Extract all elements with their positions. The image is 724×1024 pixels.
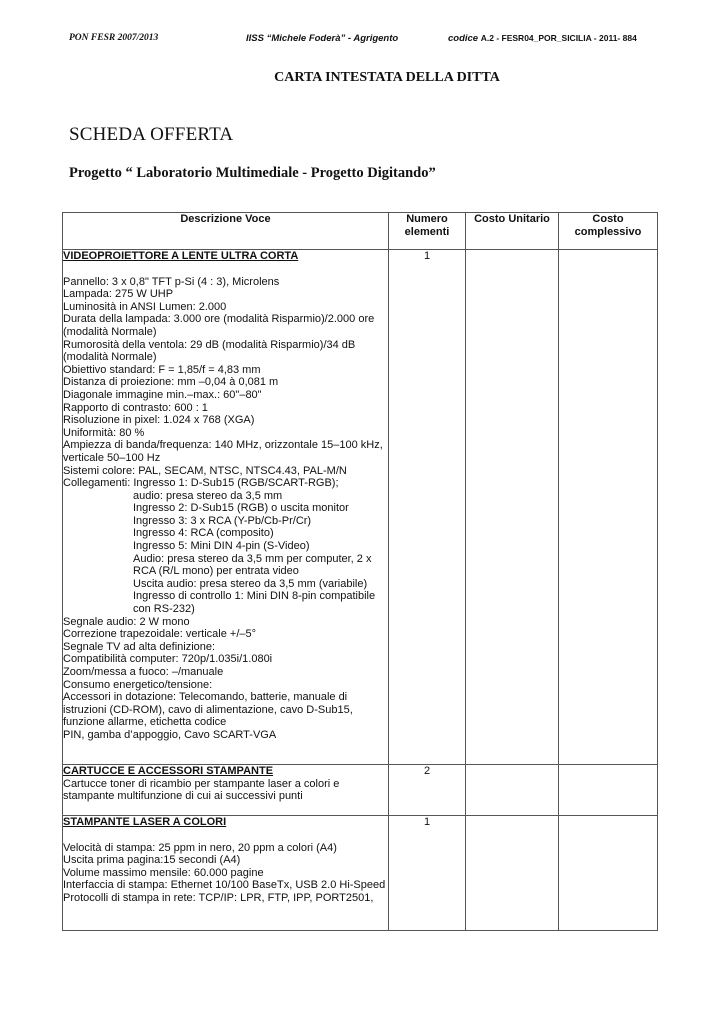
connection-line: Ingresso 2: D-Sub15 (RGB) o uscita monitor [133, 502, 349, 515]
spec-line: PIN, gamba d’appoggio, Cavo SCART-VGA [63, 728, 277, 741]
spec-line: Accessori in dotazione: Telecomando, batterie, manuale di istruzioni (CD-ROM), cavo di alimentazione, cavo D-Sub15, funzione allarme, etichetta codice [63, 691, 353, 729]
project-title: Progetto “ Laboratorio Multimediale - Progetto Digitando” [69, 165, 436, 181]
header-unit-cost: Costo Unitario [466, 213, 559, 250]
spec-line: Lampada: 275 W UHP [63, 288, 174, 301]
header-school: IISS “Michele Foderà” - Agrigento [246, 33, 399, 44]
connection-line: Ingresso 5: Mini DIN 4-pin (S-Video) [133, 540, 310, 553]
item-description [63, 250, 389, 765]
connection-line: Ingresso 4: RCA (composito) [133, 527, 274, 540]
spec-line: Consumo energetico/tensione: [63, 678, 213, 691]
item-description [63, 765, 389, 816]
page-title: SCHEDA OFFERTA [69, 124, 234, 145]
item-title: STAMPANTE LASER A COLORI [63, 816, 227, 828]
letterhead: CARTA INTESTATA DELLA DITTA [274, 70, 500, 85]
offer-table [62, 212, 658, 931]
spec-line: Uniformità: 80 % [63, 426, 145, 439]
header-description: Descrizione Voce [63, 213, 389, 250]
spec-line: Diagonale immagine min.–max.: 60"–80" [63, 388, 262, 401]
connection-line: audio: presa stereo da 3,5 mm [133, 489, 283, 502]
unit-cost-cell[interactable] [466, 250, 559, 765]
spec-line: Uscita prima pagina:15 secondi (A4) [63, 854, 241, 867]
header-number: Numero elementi [389, 213, 466, 250]
total-cost-cell[interactable] [559, 250, 658, 765]
spec-line: Risoluzione in pixel: 1.024 x 768 (XGA) [63, 414, 255, 427]
header-program: PON FESR 2007/2013 [69, 33, 159, 43]
spec-line: Sistemi colore: PAL, SECAM, NTSC, NTSC4.43, PAL-M/N [63, 464, 347, 477]
spec-line: Rumorosità della ventola: 29 dB (modalità Risparmio)/34 dB (modalità Normale) [63, 338, 356, 364]
spec-line: Distanza di proiezione: mm –0,04 à 0,081 m [63, 376, 279, 389]
item-quantity: 1 [389, 816, 466, 931]
header-code-value: A.2 - FESR04_POR_SICILIA - 2011- 884 [480, 33, 637, 43]
spec-line: Zoom/messa a fuoco: –/manuale [63, 666, 224, 678]
header-total-cost: Costo complessivo [559, 213, 658, 250]
spec-line: Rapporto di contrasto: 600 : 1 [63, 401, 208, 414]
spec-line: Cartucce toner di ricambio per stampante laser a colori e stampante multifunzione di cui ai successivi punti [63, 777, 340, 803]
item-quantity: 2 [389, 765, 466, 816]
spec-line: Pannello: 3 x 0,8" TFT p-Si (4 : 3), Microlens [63, 275, 280, 288]
header-code [448, 33, 637, 44]
item-title: VIDEOPROIETTORE A LENTE ULTRA CORTA [63, 250, 299, 262]
spec-line: Volume massimo mensile: 60.000 pagine [63, 866, 264, 879]
spec-line: Segnale audio: 2 W mono [63, 615, 190, 628]
total-cost-cell[interactable] [559, 765, 658, 816]
spec-line: Correzione trapezoidale: verticale +/–5° [63, 628, 257, 641]
connection-line: Ingresso 3: 3 x RCA (Y-Pb/Cb-Pr/Cr) [133, 514, 312, 527]
unit-cost-cell[interactable] [466, 765, 559, 816]
table-row [63, 816, 658, 931]
connection-line: Ingresso di controllo 1: Mini DIN 8-pin compatibile con RS-232) [133, 590, 376, 616]
spec-line: Compatibilità computer: 720p/1.035i/1.080i [63, 653, 273, 666]
spec-line: Obiettivo standard: F = 1,85/f = 4,83 mm [63, 363, 261, 376]
spec-line: Interfaccia di stampa: Ethernet 10/100 BaseTx, USB 2.0 Hi-Speed [63, 879, 386, 892]
spec-line: Collegamenti: Ingresso 1: D-Sub15 (RGB/SCART-RGB); [63, 477, 339, 490]
unit-cost-cell[interactable] [466, 816, 559, 931]
spec-line: Protocolli di stampa in rete: TCP/IP: LPR, FTP, IPP, PORT2501, [63, 891, 374, 904]
spec-line: Luminosità in ANSI Lumen: 2.000 [63, 300, 227, 313]
connection-line: Audio: presa stereo da 3,5 mm per computer, 2 x RCA (R/L mono) per entrata video [133, 552, 372, 578]
table-row [63, 765, 658, 816]
table-row [63, 250, 658, 765]
item-quantity: 1 [389, 250, 466, 765]
table-header-row [63, 213, 658, 250]
spec-line: Segnale TV ad alta definizione: [63, 640, 216, 653]
connection-line: Uscita audio: presa stereo da 3,5 mm (variabile) [133, 577, 368, 590]
header-code-label: codice [448, 33, 479, 44]
item-title: CARTUCCE E ACCESSORI STAMPANTE [63, 765, 274, 777]
spec-line: Velocità di stampa: 25 ppm in nero, 20 ppm a colori (A4) [63, 841, 337, 854]
item-description [63, 816, 389, 931]
spec-line: Ampiezza di banda/frequenza: 140 MHz, orizzontale 15–100 kHz, verticale 50–100 Hz [63, 439, 383, 464]
total-cost-cell[interactable] [559, 816, 658, 931]
spec-line: Durata della lampada: 3.000 ore (modalità Risparmio)/2.000 ore (modalità Normale) [63, 313, 375, 338]
